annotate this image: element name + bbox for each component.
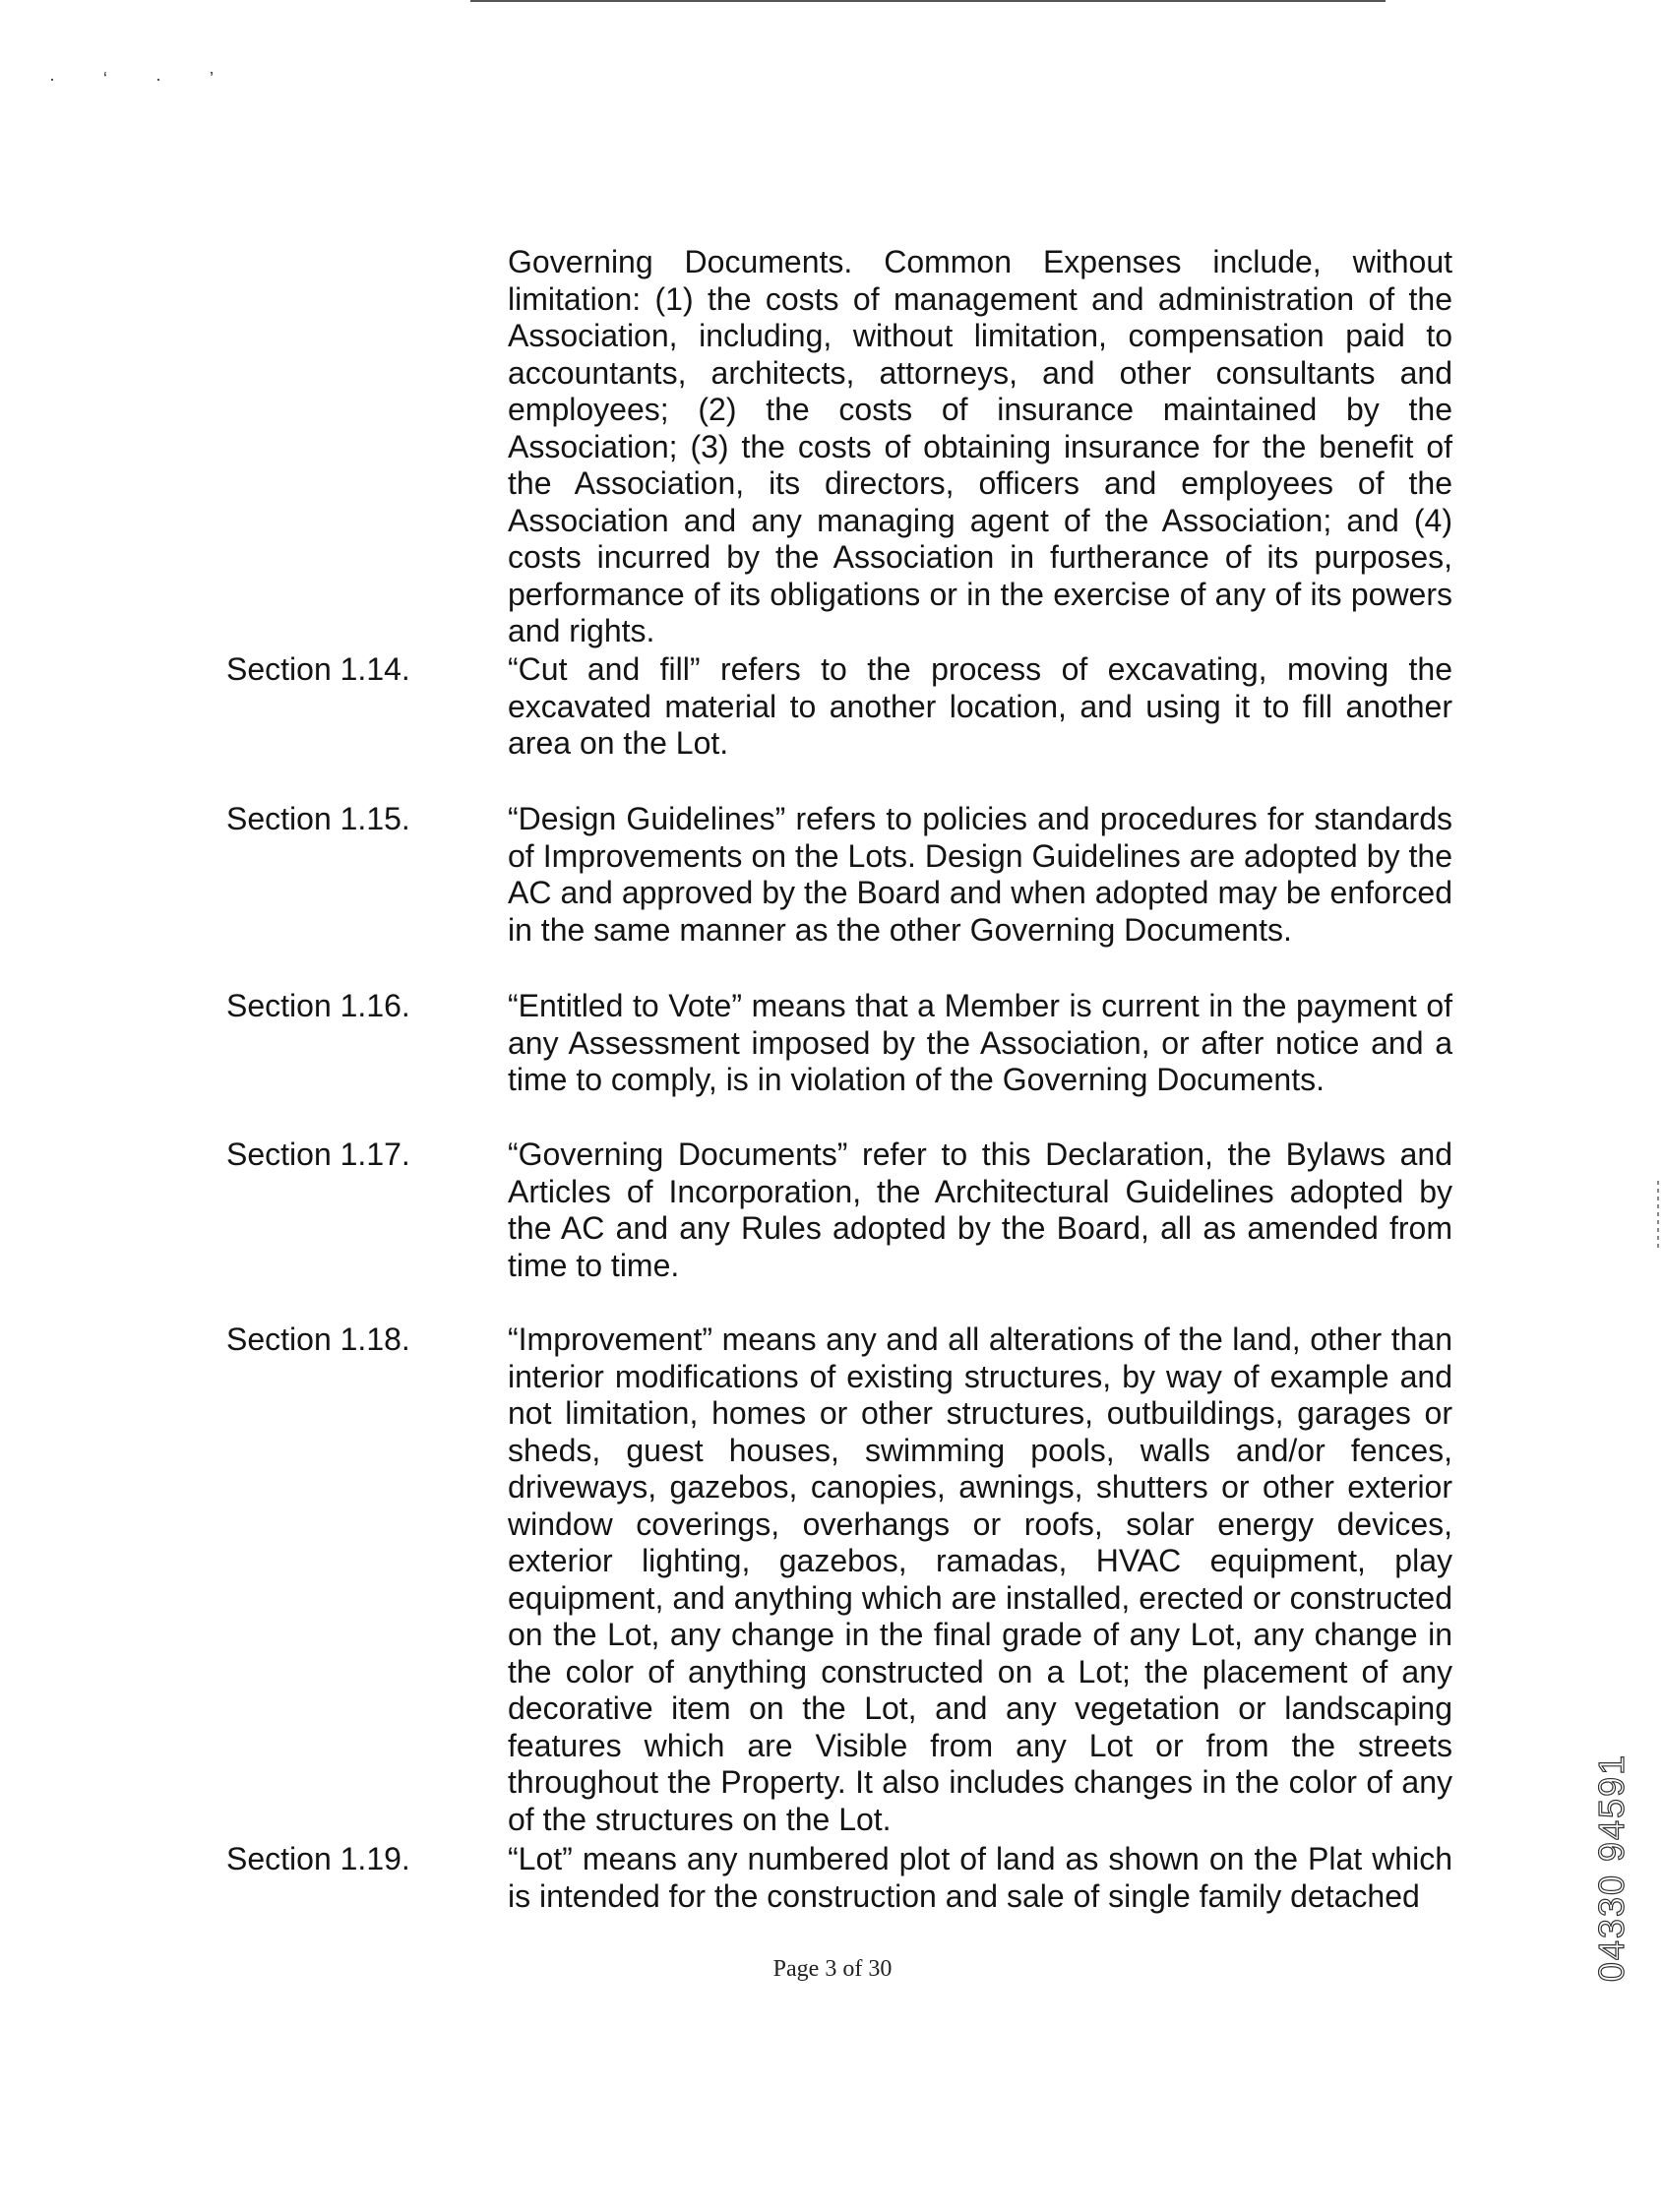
- intro-paragraph: Governing Documents. Common Expenses include, without limitation: (1) the costs of management and administration of the Association, including, without limitation, compensation paid to accountants, architects, attorneys, and other consultants and employees; (2) the costs of insurance maintained by the Association; (3) the costs of obtaining insurance for the benefit of the Association, its directors, officers and employees of the Association and any managing agent of the Association; and (4) costs incurred by the Association in furtherance of its purposes, performance of its obligations or in the exercise of any of its powers and rights.: [508, 244, 1452, 648]
- section-number: Section 1.14.: [226, 651, 410, 687]
- section-number: Section 1.18.: [226, 1321, 410, 1357]
- section-text: “Lot” means any numbered plot of land as shown on the Plat which is intended for the construction and sale of single family detached: [508, 1841, 1452, 1914]
- section-number: Section 1.15.: [226, 801, 410, 836]
- scan-top-border: [470, 0, 1386, 2]
- section-text: “Improvement” means any and all alterations of the land, other than interior modifications of existing structures, by way of example and not limitation, homes or other structures, outbuildings, garages or sheds, guest houses, swimming pools, walls and/or fences, driveways, gazebos, canopies, awnings, shutters or other exterior window coverings, overhangs or roofs, solar energy devices, exterior lighting, gazebos, ramadas, HVAC equipment, play equipment, and anything which are installed, erected or constructed on the Lot, any change in the final grade of any Lot, any change in the color of anything constructed on a Lot; the placement of any decorative item on the Lot, and any vegetation or landscaping features which are Visible from any Lot or from the streets throughout the Property. It also includes changes in the color of any of the structures on the Lot.: [508, 1321, 1452, 1837]
- recording-stamp-text: 04330 94591: [1591, 1752, 1632, 1983]
- section-text: “Design Guidelines” refers to policies and procedures for standards of Improvements on the Lots. Design Guidelines are adopted by the AC and approved by the Board and when adopted may be enforced in the same manner as the other Governing Documents.: [508, 801, 1452, 948]
- page-number: Page 3 of 30: [772, 1956, 893, 1982]
- section-number: Section 1.19.: [226, 1841, 410, 1876]
- section-text: “Governing Documents” refer to this Declaration, the Bylaws and Articles of Incorporation, the Architectural Guidelines adopted by the AC and any Rules adopted by the Board, all as amended from time to time.: [508, 1137, 1452, 1283]
- section-text: “Cut and fill” refers to the process of excavating, moving the excavated material to another location, and using it to fill another area on the Lot.: [508, 651, 1452, 761]
- section-number: Section 1.17.: [226, 1137, 410, 1172]
- scan-specks: · ‘ · ’: [49, 69, 235, 89]
- section-text: “Entitled to Vote” means that a Member is current in the payment of any Assessment imposed by the Association, or after notice and a time to comply, is in violation of the Governing Documents.: [508, 988, 1452, 1097]
- scan-edge-mark: [1657, 1181, 1659, 1250]
- section-number: Section 1.16.: [226, 988, 410, 1023]
- recording-stamp: [1577, 1681, 1646, 2055]
